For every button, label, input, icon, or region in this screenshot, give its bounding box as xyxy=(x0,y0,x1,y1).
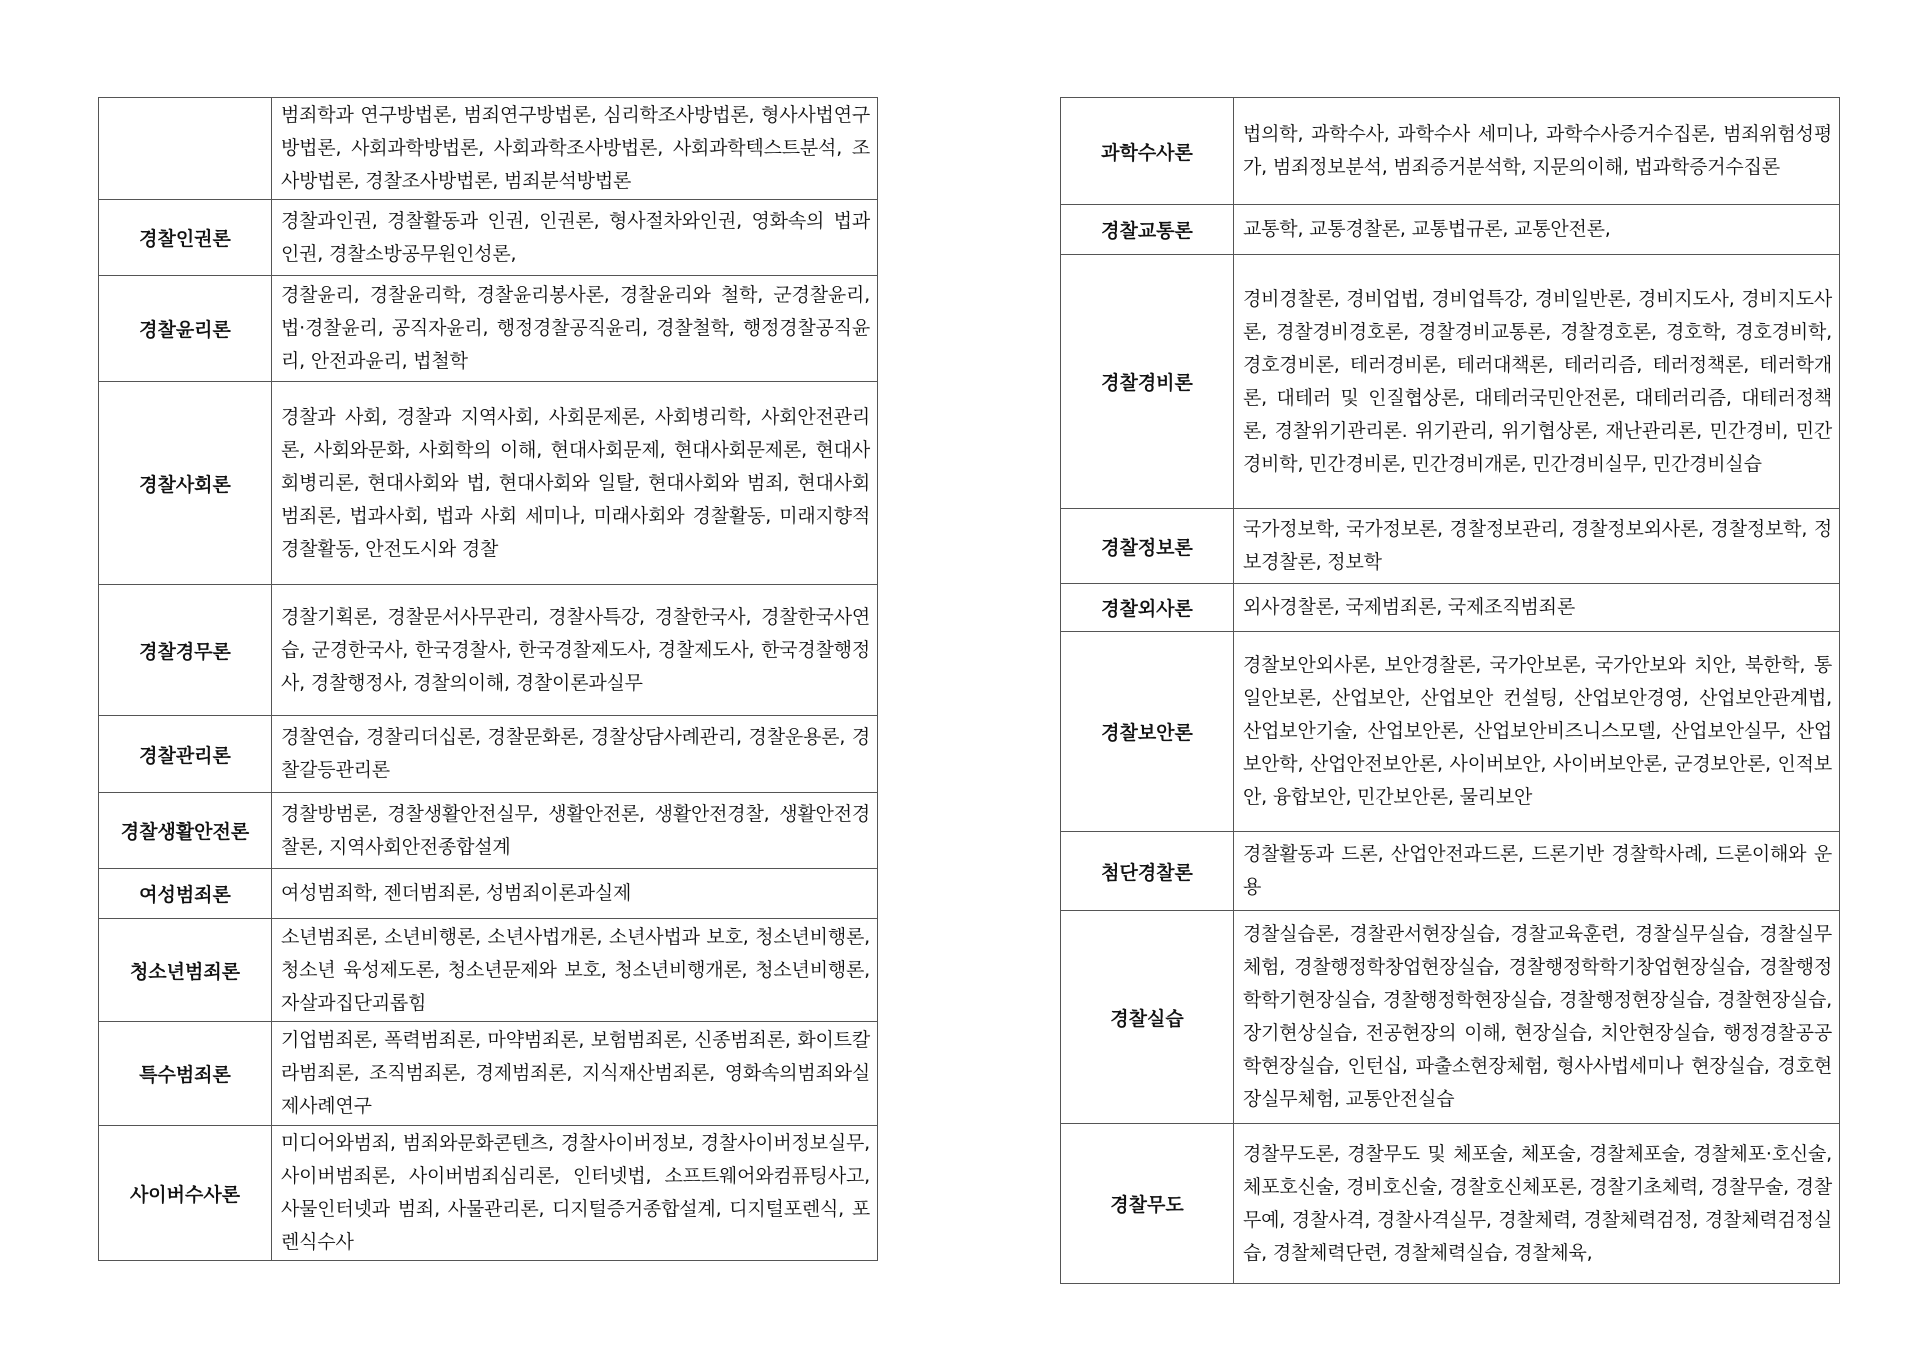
courses-cell: 외사경찰론, 국제범죄론, 국제조직범죄론 xyxy=(1234,584,1840,632)
subject-cell: 경찰관리론 xyxy=(99,716,272,793)
courses-cell: 미디어와범죄, 범죄와문화콘텐츠, 경찰사이버정보, 경찰사이버정보실무, 사이버범죄론, 사이버범죄심리론, 인터넷법, 소프트웨어와컴퓨팅사고, 사물인터넷과 범죄, 사물관리론, 디지털증거종합설계, 디지털포렌식, 포렌식수사 xyxy=(272,1126,878,1261)
subject-cell: 여성범죄론 xyxy=(99,869,272,919)
subject-cell: 경찰보안론 xyxy=(1061,632,1234,832)
subject-cell xyxy=(99,98,272,200)
right-course-table xyxy=(1060,97,1840,1284)
courses-cell: 경찰과인권, 경찰활동과 인권, 인권론, 형사절차와인권, 영화속의 법과 인권, 경찰소방공무원인성론, xyxy=(272,200,878,276)
courses-cell: 경찰무도론, 경찰무도 및 체포술, 체포술, 경찰체포술, 경찰체포·호신술, 체포호신술, 경비호신술, 경찰호신체포론, 경찰기초체력, 경찰무술, 경찰무예, 경찰사격, 경찰사격실무, 경찰체력, 경찰체력검정, 경찰체력검정실습, 경찰체력단련, 경찰체력실습, 경찰체육, xyxy=(1234,1124,1840,1284)
courses-cell: 범죄학과 연구방법론, 범죄연구방법론, 심리학조사방법론, 형사사법연구방법론, 사회과학방법론, 사회과학조사방법론, 사회과학텍스트분석, 조사방법론, 경찰조사방법론, 범죄분석방법론 xyxy=(272,98,878,200)
table-row xyxy=(99,585,878,716)
courses-cell: 경찰윤리, 경찰윤리학, 경찰윤리봉사론, 경찰윤리와 철학, 군경찰윤리, 법·경찰윤리, 공직자윤리, 행정경찰공직윤리, 경찰철학, 행정경찰공직윤리, 안전과윤리, 법철학 xyxy=(272,276,878,382)
courses-cell: 경찰방범론, 경찰생활안전실무, 생활안전론, 생활안전경찰, 생활안전경찰론, 지역사회안전종합설계 xyxy=(272,793,878,869)
courses-cell: 경찰활동과 드론, 산업안전과드론, 드론기반 경찰학사례, 드론이해와 운용 xyxy=(1234,832,1840,911)
courses-cell: 소년범죄론, 소년비행론, 소년사법개론, 소년사법과 보호, 청소년비행론, 청소년 육성제도론, 청소년문제와 보호, 청소년비행개론, 청소년비행론, 자살과집단괴롭힘 xyxy=(272,919,878,1022)
subject-cell: 경찰생활안전론 xyxy=(99,793,272,869)
table-row xyxy=(1061,1124,1840,1284)
subject-cell: 사이버수사론 xyxy=(99,1126,272,1261)
subject-cell: 경찰사회론 xyxy=(99,382,272,585)
subject-cell: 경찰인권론 xyxy=(99,200,272,276)
table-row xyxy=(99,869,878,919)
courses-cell: 경찰연습, 경찰리더십론, 경찰문화론, 경찰상담사례관리, 경찰운용론, 경찰갈등관리론 xyxy=(272,716,878,793)
courses-cell: 기업범죄론, 폭력범죄론, 마약범죄론, 보험범죄론, 신종범죄론, 화이트칼라범죄론, 조직범죄론, 경제범죄론, 지식재산범죄론, 영화속의범죄와실제사례연구 xyxy=(272,1022,878,1126)
table-row xyxy=(1061,832,1840,911)
left-course-table xyxy=(98,97,878,1261)
subject-cell: 경찰실습 xyxy=(1061,911,1234,1124)
subject-cell: 특수범죄론 xyxy=(99,1022,272,1126)
table-row xyxy=(99,382,878,585)
table-row xyxy=(99,1126,878,1261)
subject-cell: 경찰경비론 xyxy=(1061,255,1234,509)
courses-cell: 국가정보학, 국가정보론, 경찰정보관리, 경찰정보외사론, 경찰정보학, 정보경찰론, 정보학 xyxy=(1234,509,1840,584)
table-row xyxy=(99,200,878,276)
table-row xyxy=(99,1022,878,1126)
table-row xyxy=(1061,584,1840,632)
table-row xyxy=(1061,509,1840,584)
courses-cell: 경찰보안외사론, 보안경찰론, 국가안보론, 국가안보와 치안, 북한학, 통일안보론, 산업보안, 산업보안 컨설팅, 산업보안경영, 산업보안관계법, 산업보안기술, 산업보안론, 산업보안비즈니스모델, 산업보안실무, 산업보안학, 산업안전보안론, 사이버보안, 사이버보안론, 군경보안론, 인적보안, 융합보안, 민간보안론, 물리보안 xyxy=(1234,632,1840,832)
table-row xyxy=(99,716,878,793)
courses-cell: 교통학, 교통경찰론, 교통법규론, 교통안전론, xyxy=(1234,205,1840,255)
table-row xyxy=(99,919,878,1022)
courses-cell: 경찰실습론, 경찰관서현장실습, 경찰교육훈련, 경찰실무실습, 경찰실무체험, 경찰행정학창업현장실습, 경찰행정학학기창업현장실습, 경찰행정학학기현장실습, 경찰행정학현장실습, 경찰행정현장실습, 경찰현장실습, 장기현상실습, 전공현장의 이해, 현장실습, 치안현장실습, 행정경찰공공학현장실습, 인턴십, 파출소현장체험, 형사사법세미나 현장실습, 경호현장실무체험, 교통안전실습 xyxy=(1234,911,1840,1124)
subject-cell: 과학수사론 xyxy=(1061,98,1234,205)
subject-cell: 경찰윤리론 xyxy=(99,276,272,382)
table-row xyxy=(99,793,878,869)
table-row xyxy=(99,276,878,382)
table-row xyxy=(1061,98,1840,205)
table-row xyxy=(1061,255,1840,509)
subject-cell: 경찰외사론 xyxy=(1061,584,1234,632)
courses-cell: 경비경찰론, 경비업법, 경비업특강, 경비일반론, 경비지도사, 경비지도사론, 경찰경비경호론, 경찰경비교통론, 경찰경호론, 경호학, 경호경비학, 경호경비론, 테러경비론, 테러대책론, 테러리즘, 테러정책론, 테러학개론, 대테러 및 인질협상론, 대테러국민안전론, 대테러리즘, 대테러정책론, 경찰위기관리론. 위기관리, 위기협상론, 재난관리론, 민간경비, 민간경비학, 민간경비론, 민간경비개론, 민간경비실무, 민간경비실습 xyxy=(1234,255,1840,509)
subject-cell: 청소년범죄론 xyxy=(99,919,272,1022)
courses-cell: 경찰과 사회, 경찰과 지역사회, 사회문제론, 사회병리학, 사회안전관리론, 사회와문화, 사회학의 이해, 현대사회문제, 현대사회문제론, 현대사회병리론, 현대사회와 법, 현대사회와 일탈, 현대사회와 범죄, 현대사회범죄론, 법과사회, 법과 사회 세미나, 미래사회와 경찰활동, 미래지향적 경찰활동, 안전도시와 경찰 xyxy=(272,382,878,585)
table-row xyxy=(1061,205,1840,255)
courses-cell: 법의학, 과학수사, 과학수사 세미나, 과학수사증거수집론, 범죄위험성평가, 범죄정보분석, 범죄증거분석학, 지문의이해, 법과학증거수집론 xyxy=(1234,98,1840,205)
courses-cell: 경찰기획론, 경찰문서사무관리, 경찰사특강, 경찰한국사, 경찰한국사연습, 군경한국사, 한국경찰사, 한국경찰제도사, 경찰제도사, 한국경찰행정사, 경찰행정사, 경찰의이해, 경찰이론과실무 xyxy=(272,585,878,716)
table-row xyxy=(1061,632,1840,832)
subject-cell: 경찰경무론 xyxy=(99,585,272,716)
table-row xyxy=(99,98,878,200)
courses-cell: 여성범죄학, 젠더범죄론, 성범죄이론과실제 xyxy=(272,869,878,919)
subject-cell: 첨단경찰론 xyxy=(1061,832,1234,911)
subject-cell: 경찰교통론 xyxy=(1061,205,1234,255)
subject-cell: 경찰정보론 xyxy=(1061,509,1234,584)
table-row xyxy=(1061,911,1840,1124)
subject-cell: 경찰무도 xyxy=(1061,1124,1234,1284)
